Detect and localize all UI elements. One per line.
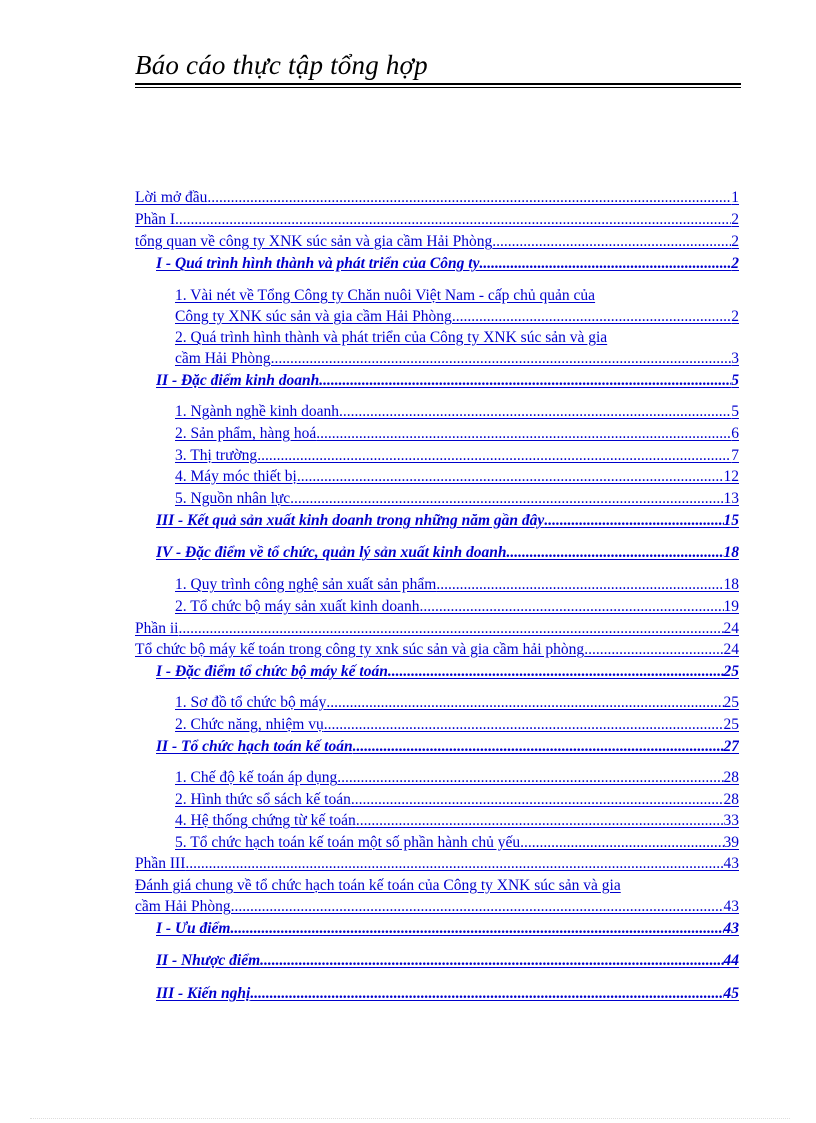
- toc-entry[interactable]: Phần I ..... 2: [135, 209, 739, 230]
- toc-entry[interactable]: 1. Ngành nghề kinh doanh ..... 5: [175, 401, 739, 422]
- toc-entry[interactable]: I - Quá trình hình thành và phát triển của Công ty ..... 2: [156, 253, 739, 274]
- toc-entry[interactable]: Phần ii ..... 24: [135, 618, 739, 639]
- toc-entry[interactable]: 3. Thị trường ..... 7: [175, 445, 739, 466]
- toc-entry[interactable]: 2. Tổ chức bộ máy sản xuất kinh doanh ..... 19: [175, 596, 739, 617]
- toc-entry[interactable]: Lời mở đầu ..... 1: [135, 187, 739, 208]
- toc-entry[interactable]: I - Đặc điểm tổ chức bộ máy kế toán ..... 25: [156, 661, 739, 682]
- footer-divider: [30, 1118, 790, 1119]
- toc-entry[interactable]: 2. Sản phẩm, hàng hoá ..... 6: [175, 423, 739, 444]
- toc-entry[interactable]: 2. Hình thức sổ sách kế toán ..... 28: [175, 789, 739, 810]
- toc-entry[interactable]: 2. Quá trình hình thành và phát triển của Công ty XNK súc sản và gia cầm Hải Phòng. ..... 3: [175, 327, 739, 369]
- toc-entry[interactable]: 1. Vài nét về Tổng Công ty Chăn nuôi Việt Nam - cấp chủ quản của Công ty XNK súc sản và gia cầm Hải Phòng ..... 2: [175, 285, 739, 327]
- toc-entry[interactable]: Tổ chức bộ máy kế toán trong công ty xnk súc sản và gia cầm hải phòng ..... 24: [135, 639, 739, 660]
- header-rule-thin: [135, 87, 741, 88]
- toc-entry[interactable]: 2. Chức năng, nhiệm vụ ..... 25: [175, 714, 739, 735]
- toc-entry[interactable]: Phần III ..... 43: [135, 853, 739, 874]
- toc-entry[interactable]: III - Kết quả sản xuất kinh doanh trong những năm gần đây ..... 15: [156, 510, 739, 531]
- toc-entry[interactable]: Đánh giá chung về tổ chức hạch toán kế toán của Công ty XNK súc sản và gia cầm Hải Phòng ..... 43: [135, 875, 739, 917]
- toc-entry[interactable]: II - Nhược điểm ..... 44: [156, 950, 739, 971]
- toc-entry[interactable]: I - Ưu điểm ..... 43: [156, 918, 739, 939]
- header-title: Báo cáo thực tập tổng hợp: [135, 50, 428, 80]
- toc-entry[interactable]: 1. Chế độ kế toán áp dụng ..... 28: [175, 767, 739, 788]
- toc-entry[interactable]: IV - Đặc điểm về tổ chức, quản lý sản xuất kinh doanh ..... 18: [156, 542, 739, 563]
- toc-entry[interactable]: 5. Nguồn nhân lực ..... 13: [175, 488, 739, 509]
- toc-entry[interactable]: 4. Máy móc thiết bị ..... 12: [175, 466, 739, 487]
- page-header: [135, 50, 741, 90]
- toc-entry[interactable]: 1. Sơ đồ tổ chức bộ máy ..... 25: [175, 692, 739, 713]
- toc-entry[interactable]: III - Kiến nghị ..... 45: [156, 983, 739, 1004]
- toc-entry[interactable]: 4. Hệ thống chứng từ kế toán ..... 33: [175, 810, 739, 831]
- toc-entry[interactable]: 1. Quy trình công nghệ sản xuất sản phẩm ..... 18: [175, 574, 739, 595]
- toc-entry[interactable]: II - Tổ chức hạch toán kế toán ..... 27: [156, 736, 739, 757]
- toc-entry[interactable]: tổng quan về công ty XNK súc sản và gia cầm Hải Phòng ..... 2: [135, 231, 739, 252]
- toc-entry[interactable]: 5. Tổ chức hạch toán kế toán một số phần hành chủ yếu ..... 39: [175, 832, 739, 853]
- toc-entry[interactable]: II - Đặc điểm kinh doanh ..... 5: [156, 370, 739, 391]
- header-rule: [135, 83, 741, 85]
